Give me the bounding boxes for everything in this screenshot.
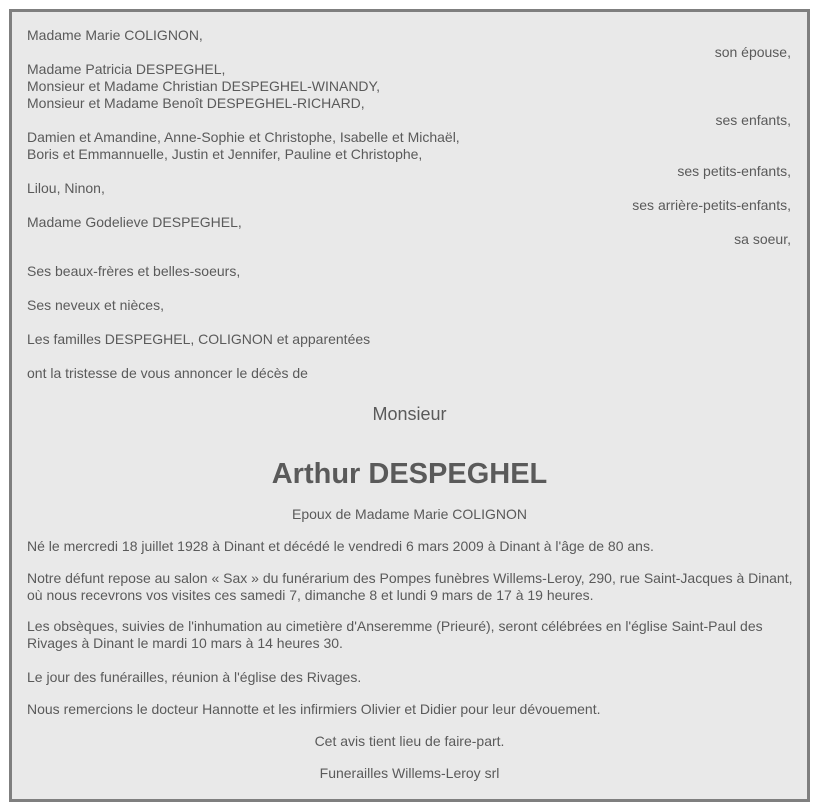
spouse-name: Madame Marie COLIGNON,	[27, 27, 203, 43]
relation-spouse: son épouse,	[714, 44, 791, 60]
nephews-line: Ses neveux et nièces,	[27, 297, 164, 313]
grandchildren-line: Damien et Amandine, Anne-Sophie et Christophe, Isabelle et Michaël,	[27, 129, 460, 145]
grandchildren-line: Boris et Emmannuelle, Justin et Jennifer, Pauline et Christophe,	[27, 146, 423, 162]
families-line: Les familles DESPEGHEL, COLIGNON et apparentées	[27, 331, 371, 347]
sister-line: Madame Godelieve DESPEGHEL,	[27, 214, 242, 230]
notice-line: Cet avis tient lieu de faire-part.	[314, 733, 505, 749]
relation-great-grandchildren: ses arrière-petits-enfants,	[632, 197, 791, 213]
announcement-line: ont la tristesse de vous annoncer le décès de	[27, 365, 308, 381]
thanks-paragraph: Nous remercions le docteur Hannotte et les infirmiers Olivier et Didier pour leur dévouement.	[27, 701, 601, 717]
relation-grandchildren: ses petits-enfants,	[677, 163, 791, 179]
rest-paragraph: Notre défunt repose au salon « Sax » du funérarium des Pompes funèbres Willems-Leroy, 290, rue Saint-Jacques à Dinant, où nous recevrons vos visites ces samedi 7, dimanche 8 et lundi 9 mars de 17 à 19 heures.	[27, 570, 793, 603]
great-grandchildren-line: Lilou, Ninon,	[27, 180, 105, 196]
meeting-paragraph: Le jour des funérailles, réunion à l'église des Rivages.	[27, 669, 362, 685]
deceased-name: Arthur DESPEGHEL	[271, 458, 548, 490]
inlaws-line: Ses beaux-frères et belles-soeurs,	[27, 263, 241, 279]
funeral-home-line: Funerailles Willems-Leroy srl	[319, 765, 500, 781]
child-line: Madame Patricia DESPEGHEL,	[27, 61, 226, 77]
relation-sister: sa soeur,	[734, 231, 791, 247]
relation-children: ses enfants,	[715, 112, 791, 128]
deceased-spouse: Epoux de Madame Marie COLIGNON	[292, 506, 527, 522]
obituary-card	[9, 9, 810, 802]
child-line: Monsieur et Madame Benoît DESPEGHEL-RICHARD,	[27, 95, 365, 111]
child-line: Monsieur et Madame Christian DESPEGHEL-WINANDY,	[27, 78, 380, 94]
birth-death-paragraph: Né le mercredi 18 juillet 1928 à Dinant et décédé le vendredi 6 mars 2009 à Dinant à l'âge de 80 ans.	[27, 538, 654, 554]
funeral-paragraph: Les obsèques, suivies de l'inhumation au cimetière d'Anseremme (Prieuré), seront célébrées en l'église Saint-Paul des Rivages à Dinant le mardi 10 mars à 14 heures 30.	[27, 618, 763, 651]
deceased-title: Monsieur	[372, 404, 447, 424]
